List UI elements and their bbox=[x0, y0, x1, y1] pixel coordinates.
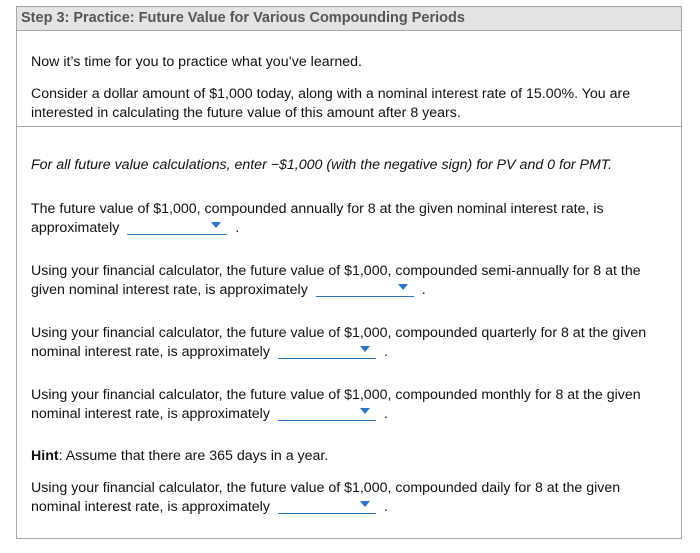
question-annual bbox=[31, 200, 667, 238]
caret-down-icon bbox=[360, 346, 370, 352]
question-quarterly bbox=[31, 324, 667, 362]
question-quarterly-period: . bbox=[383, 344, 388, 360]
question-daily-text: Using your financial calculator, the future value of $1,000, compounded daily for 8 at the given nominal interest rate, is approximately bbox=[31, 480, 621, 515]
practice-panel bbox=[16, 6, 682, 539]
question-monthly-period: . bbox=[383, 406, 388, 422]
annual-answer-dropdown[interactable] bbox=[127, 220, 227, 235]
question-daily-period: . bbox=[383, 499, 388, 515]
question-quarterly-text: Using your financial calculator, the future value of $1,000, compounded quarterly for 8 at the given nominal interest rate, is approximately bbox=[31, 325, 647, 360]
hint-label: Hint bbox=[31, 448, 59, 464]
quarterly-answer-dropdown[interactable] bbox=[278, 344, 376, 359]
question-semiannual bbox=[31, 262, 667, 300]
caret-down-icon bbox=[360, 501, 370, 507]
step-title: Step 3: Practice: Future Value for Various Compounding Periods bbox=[17, 7, 681, 31]
monthly-answer-dropdown[interactable] bbox=[278, 406, 376, 421]
question-annual-text: The future value of $1,000, compounded annually for 8 at the given nominal interest rate, is approximately bbox=[31, 201, 604, 236]
question-semiannual-text: Using your financial calculator, the future value of $1,000, compounded semi-annually for 8 at the given nominal interest rate, is approximately bbox=[31, 263, 641, 298]
intro-line-1: Now it’s time for you to practice what you’ve learned. bbox=[31, 54, 362, 70]
question-monthly-text: Using your financial calculator, the future value of $1,000, compounded monthly for 8 at the given nominal interest rate, is approximately bbox=[31, 387, 641, 422]
question-daily bbox=[31, 479, 667, 517]
instructions-text: For all future value calculations, enter −$1,000 (with the negative sign) for PV and 0 for PMT. bbox=[31, 157, 613, 173]
question-monthly bbox=[31, 386, 667, 424]
caret-down-icon bbox=[211, 222, 221, 228]
intro-section bbox=[17, 30, 681, 127]
caret-down-icon bbox=[360, 408, 370, 414]
hint-text: : Assume that there are 365 days in a year. bbox=[58, 448, 329, 464]
intro-line-2: Consider a dollar amount of $1,000 today, along with a nominal interest rate of 15.00%. You are interested in calculating the future value of this amount after 8 years. bbox=[31, 86, 631, 121]
question-semiannual-period: . bbox=[421, 282, 426, 298]
semiannual-answer-dropdown[interactable] bbox=[316, 282, 414, 297]
caret-down-icon bbox=[398, 284, 408, 290]
question-annual-period: . bbox=[235, 220, 240, 236]
hint-line bbox=[31, 447, 667, 466]
daily-answer-dropdown[interactable] bbox=[278, 499, 376, 514]
